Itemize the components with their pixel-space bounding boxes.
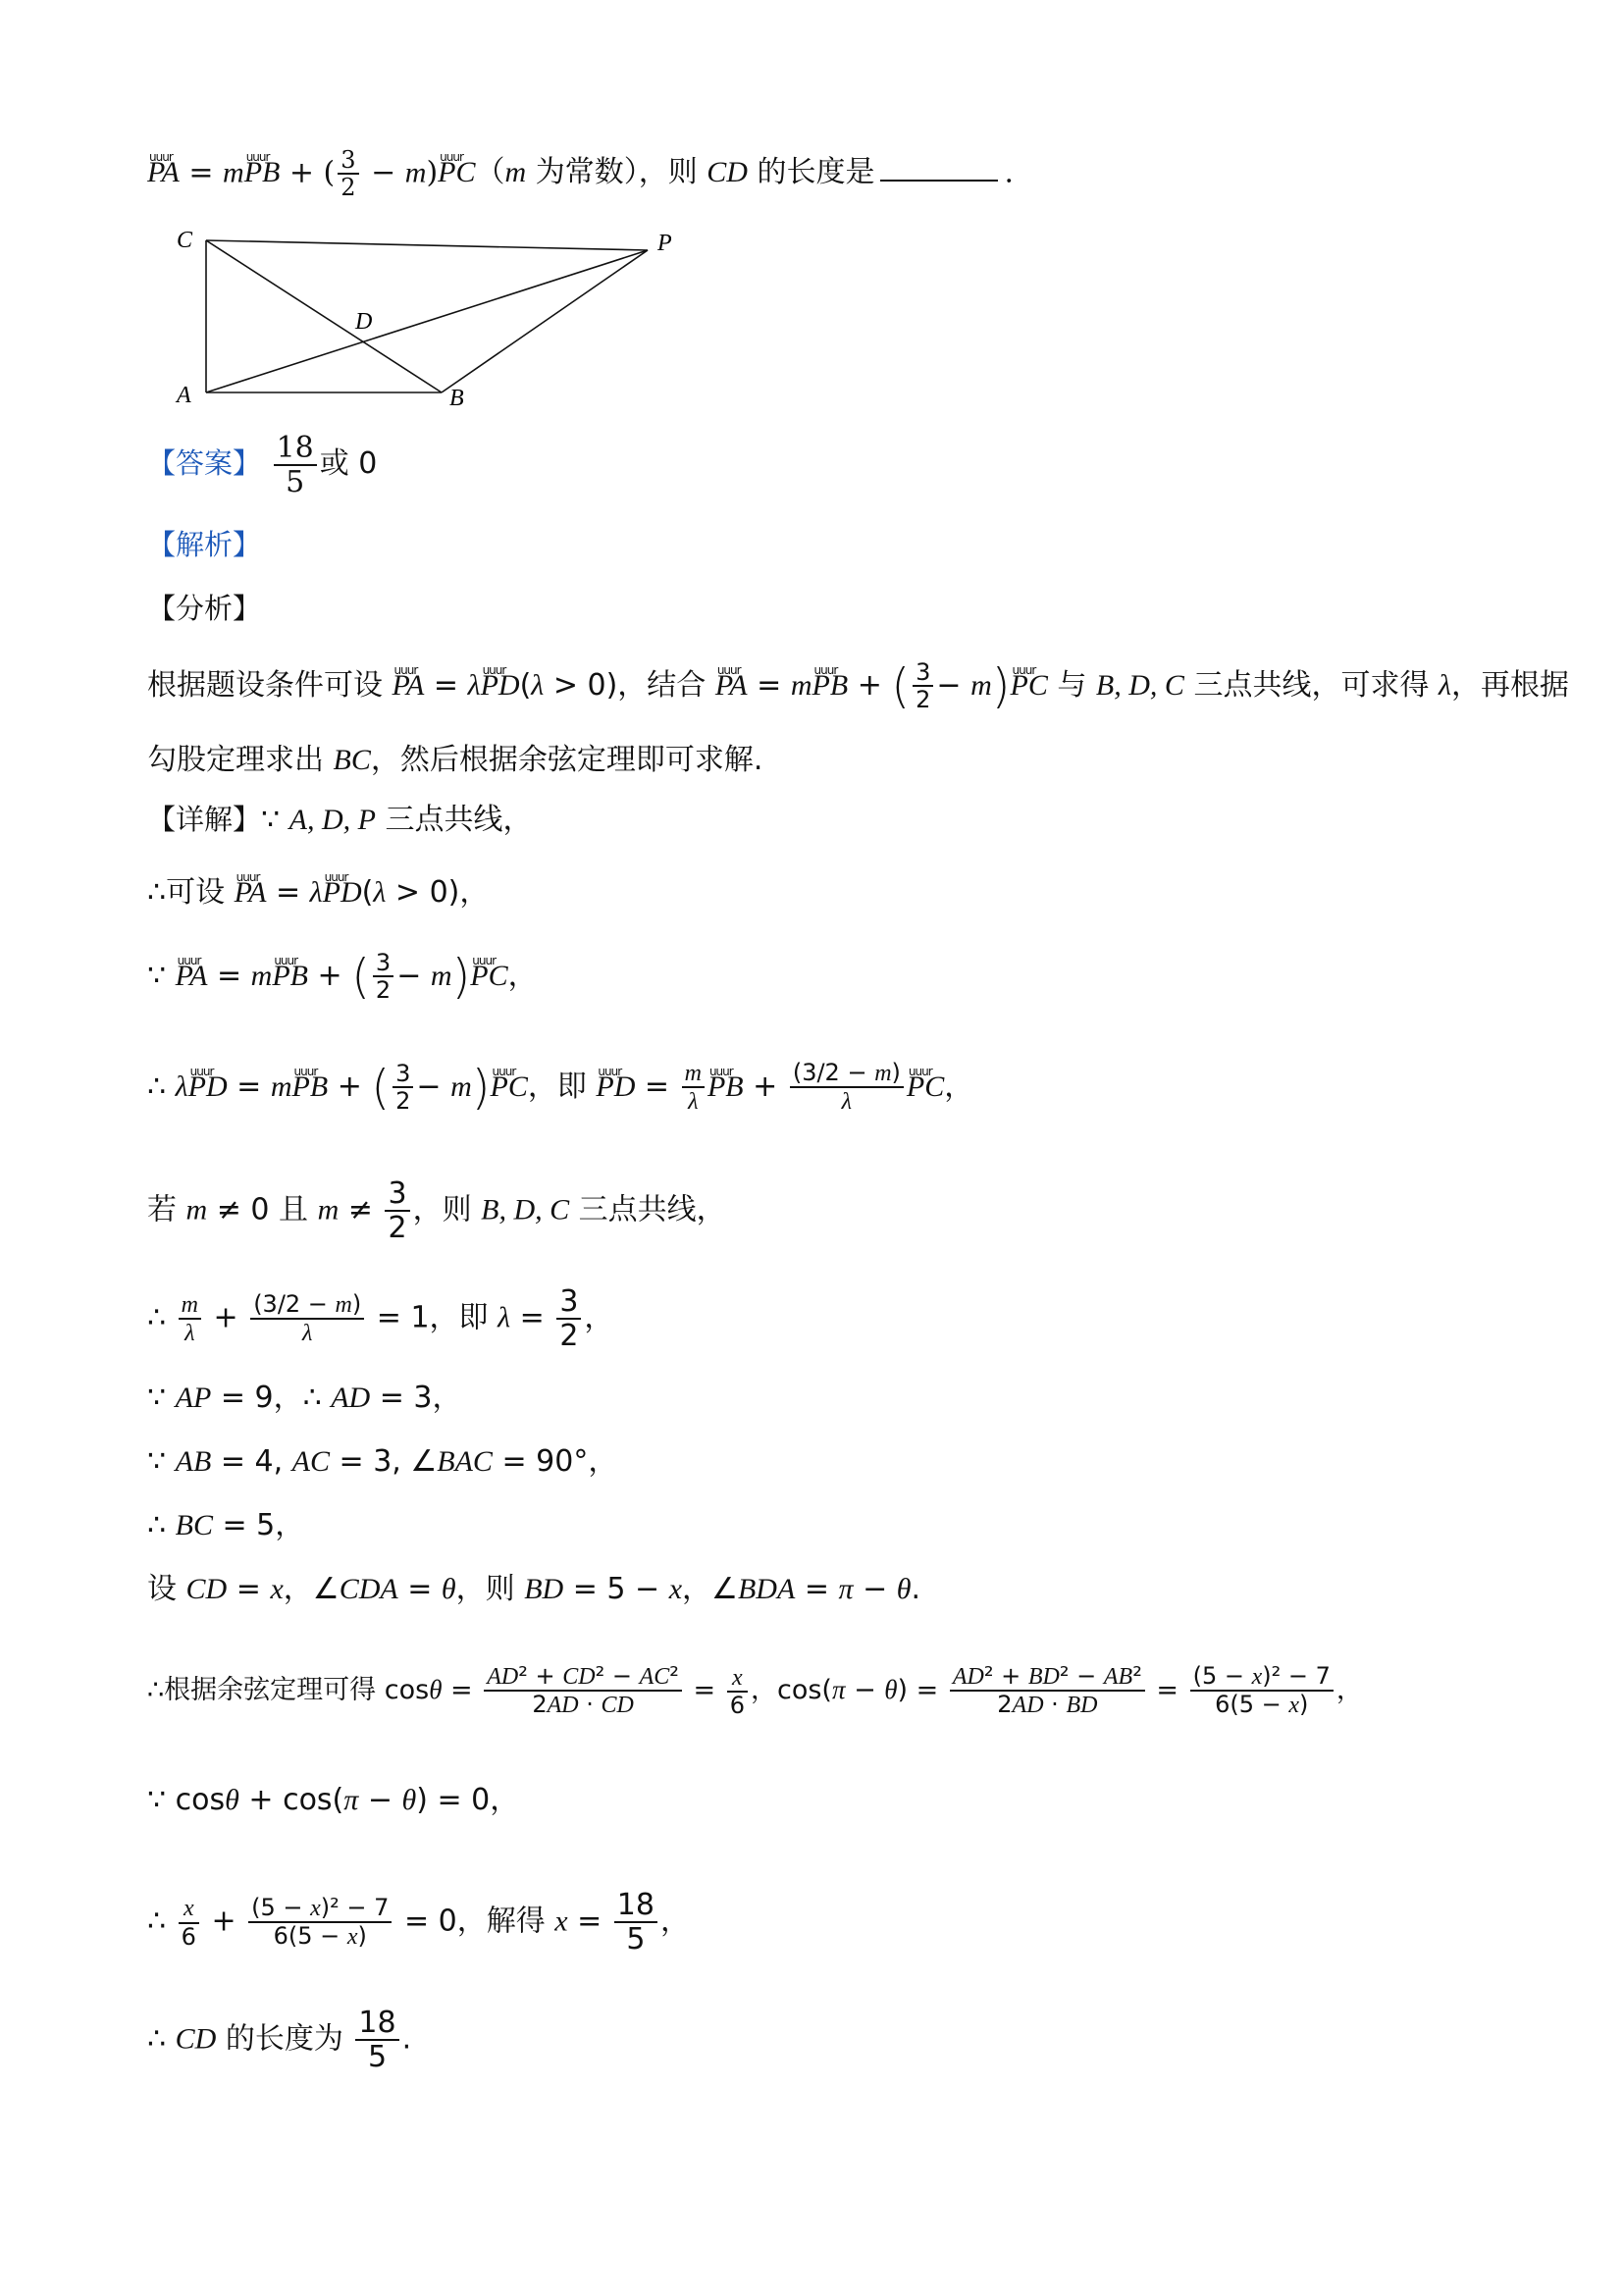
- segment-bp: [442, 250, 648, 392]
- detail-s6: ∴ $\frac{m}{\lambda}$ + $\frac{(3/2 - m)}{\lambda}$ = 1，即 λ = $\frac{3}{2}$ ，: [147, 1284, 614, 1353]
- detail-s13: ∴ $\frac{x}{6}$ + $\frac{\text{(5 − x)² − 7}}{6(5 - x)}$ = 0，解得 x = $\frac{18}{5}$ ，: [147, 1888, 690, 1957]
- detail-label: 【详解】: [147, 803, 262, 836]
- fenxi-label-line: [147, 589, 261, 629]
- detail-s14: ∴ CD 的长度为 $\frac{18}{5}$ .: [147, 2006, 412, 2074]
- segment-cb: [206, 240, 442, 392]
- detail-s7: ∵ AP = 9，∴ AD = 3，: [147, 1381, 462, 1415]
- detail-s4: ∴ λuuur PD = muuur PB + ( $\frac{3}{2}$ − m)uuur PC，即 uuur PD = $\frac{m}{\lambda}$ uuur PB + $\frac{(3/2 - m)}{\lambda}$ uuur PC，: [147, 1060, 973, 1116]
- point-label-p: P: [657, 231, 672, 256]
- detail-s5: 若 m ≠ 0 且 m ≠ $\frac{3}{2}$ ，则 B, D, C 三点共线，: [147, 1176, 726, 1245]
- fenxi-line-1: 根据题设条件可设 uuur PA = λuuur PD(λ > 0)，结合 uuur PA = muuur PB + ( $\frac{3}{2}$ − m)uuur PC 与 B, D, C 三点共线，可求得 λ，再根据: [147, 659, 1569, 713]
- answer-line: 【答案】 $\frac{18}{5}$ 或 0: [147, 431, 378, 499]
- analysis-label: 【解析】: [147, 528, 262, 561]
- detail-s10: 设 CD = x，∠CDA = θ，则 BD = 5 − x，∠BDA = π − θ.: [147, 1572, 921, 1606]
- detail-s8: ∵ AB = 4, AC = 3, ∠BAC = 90°，: [147, 1444, 618, 1479]
- detail-s9: ∴ BC = 5，: [147, 1508, 305, 1542]
- fenxi-label: 【分析】: [147, 592, 262, 625]
- analysis-label-line: [147, 525, 261, 565]
- answer-blank: [880, 154, 998, 182]
- detail-s12: ∵ cosθ + cos(π − θ) = 0，: [147, 1783, 520, 1817]
- point-label-b: B: [449, 386, 464, 411]
- detail-s2: ∴可设 uuur PA = λuuur PD(λ > 0)，: [147, 873, 489, 913]
- detail-s1: 【详解】∵ A, D, P 三点共线，: [147, 803, 533, 837]
- question-line: uuur PA = muuur PB + ( $\frac{3}{2}$ − m)uuur PC（m 为常数），则 CD 的长度是 .: [147, 147, 1014, 201]
- geometry-figure: [167, 221, 716, 417]
- point-label-d: D: [355, 309, 373, 335]
- point-label-c: C: [177, 228, 193, 253]
- detail-s11: ∴根据余弦定理可得 cosθ = $\frac{\text{AD² + CD² − AC²}}{2AD \cdot CD}$ = $\frac{x}{6}$ ，cos(π − θ) = $\frac{\text{AD² + BD² − AB²}}{2AD \cdot BD}$ = $\frac{\text{(5 − x)² − 7}}{6(5 - x)}$ ，: [147, 1662, 1363, 1719]
- answer-label: 【答案】: [147, 446, 262, 480]
- segment-ap: [206, 250, 648, 392]
- point-label-a: A: [177, 383, 191, 408]
- fenxi-line-2: 勾股定理求出 BC，然后根据余弦定理即可求解.: [147, 743, 763, 777]
- detail-s3: ∵ uuur PA = muuur PB + ( $\frac{3}{2}$ − m)uuur PC，: [147, 950, 538, 1004]
- segment-cp: [206, 240, 648, 250]
